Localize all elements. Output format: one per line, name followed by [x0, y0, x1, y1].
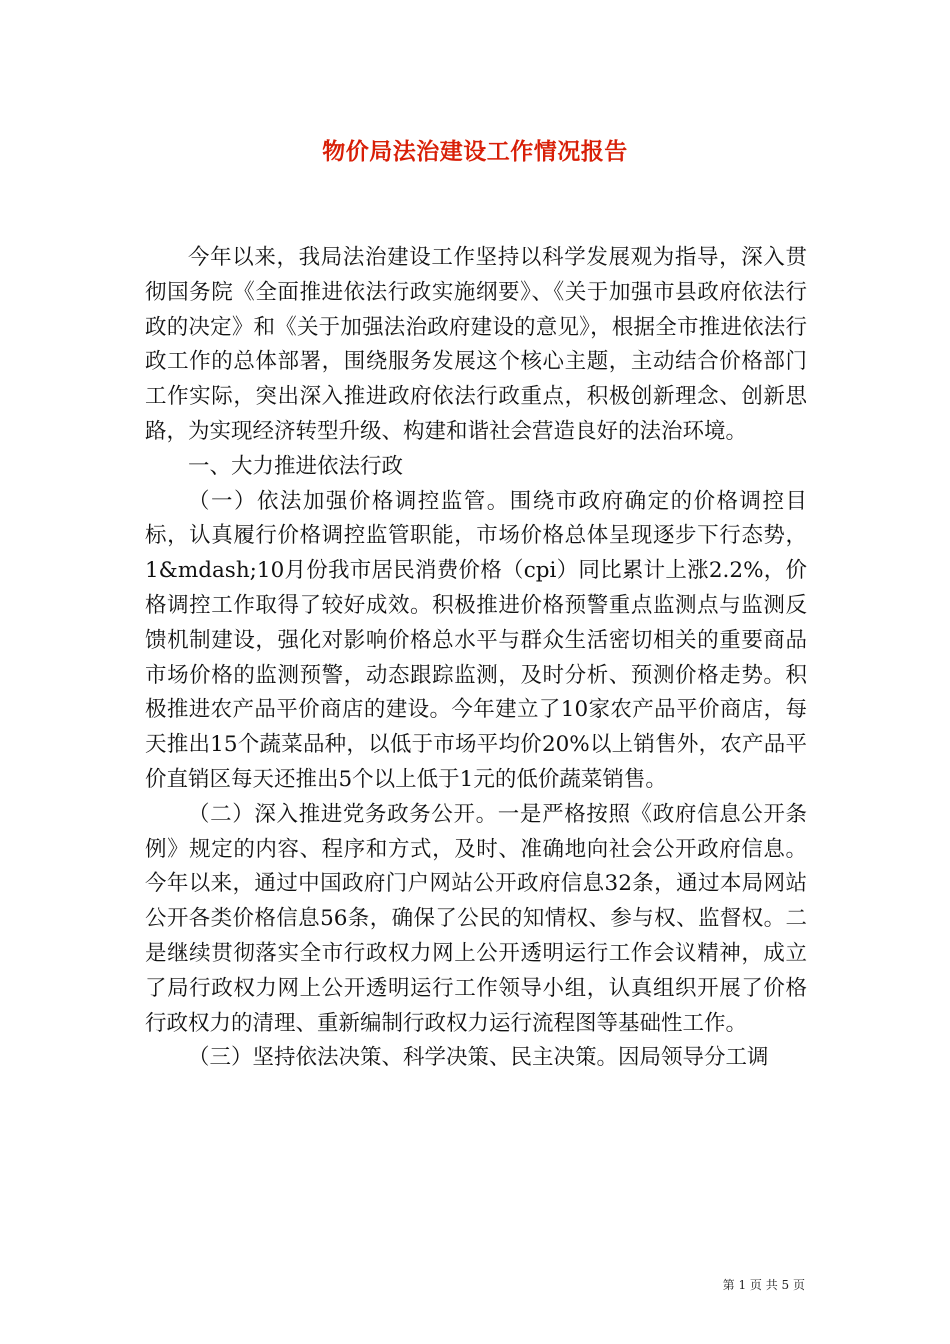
- page-number-footer: 第 1 页 共 5 页: [722, 1278, 805, 1292]
- paragraph-section-1-1: （一）依法加强价格调控监管。围绕市政府确定的价格调控目标，认真履行价格调控监管职能，市场价格总体呈现逐步下行态势，1&mdash;10月份我市居民消费价格（cpi）同比累计上涨2.2%，价格调控工作取得了较好成效。积极推进价格预警重点监测点与监测反馈机制建设，强化对影响价格总水平与群众生活密切相关的重要商品市场价格的监测预警，动态跟踪监测，及时分析、预测价格走势。积极推进农产品平价商店的建设。今年建立了10家农产品平价商店，每天推出15个蔬菜品种，以低于市场平均价20%以上销售外，农产品平价直销区每天还推出5个以上低于1元的低价蔬菜销售。: [145, 488, 807, 792]
- paragraph-section-1-3: （三）坚持依法决策、科学决策、民主决策。因局领导分工调: [188, 1045, 769, 1071]
- paragraph-intro: 今年以来，我局法治建设工作坚持以科学发展观为指导，深入贯彻国务院《全面推进依法行政实施纲要》、《关于加强市县政府依法行政的决定》和《关于加强法治政府建设的意见》，根据全市推进依法行政工作的总体部署，围绕服务发展这个核心主题，主动结合价格部门工作实际，突出深入推进政府依法行政重点，积极创新理念、创新思路，为实现经济转型升级、构建和谐社会营造良好的法治环境。: [145, 245, 807, 444]
- section-heading-1: 一、大力推进依法行政: [188, 453, 404, 479]
- document-title: 物价局法治建设工作情况报告: [322, 138, 628, 165]
- paragraph-section-1-2: （二）深入推进党务政务公开。一是严格按照《政府信息公开条例》规定的内容、程序和方式，及时、准确地向社会公开政府信息。今年以来，通过中国政府门户网站公开政府信息32条，通过本局网站公开各类价格信息56条，确保了公民的知情权、参与权、监督权。二是继续贯彻落实全市行政权力网上公开透明运行工作会议精神，成立了局行政权力网上公开透明运行工作领导小组，认真组织开展了价格行政权力的清理、重新编制行政权力运行流程图等基础性工作。: [145, 801, 807, 1036]
- document-body: [145, 241, 807, 1076]
